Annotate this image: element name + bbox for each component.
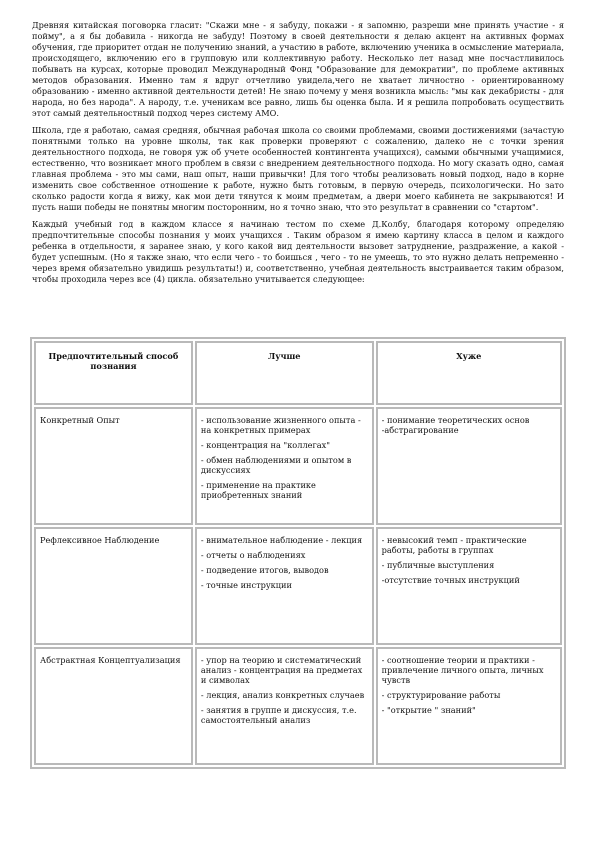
list-item: - лекция, анализ конкретных случаев bbox=[200, 690, 365, 700]
list-item: - публичные выступления bbox=[381, 560, 495, 570]
row-label: Абстрактная Концептуализация bbox=[34, 647, 193, 765]
list-item: - соотношение теории и практики - привлечение личного опыта, личных чувств bbox=[381, 655, 544, 685]
list-item: - понимание теоретических основ -абстрагирование bbox=[381, 415, 530, 435]
worse-cell bbox=[376, 407, 562, 525]
list-item: - отчеты о наблюдениях bbox=[200, 550, 306, 560]
header-better: Лучше bbox=[195, 341, 374, 405]
header-learning-style: Предпочтительный способ познания bbox=[34, 341, 193, 405]
learning-styles-table-wrapper bbox=[30, 337, 566, 769]
table-row bbox=[34, 647, 562, 765]
list-item: - упор на теорию и систематический анализ - концентрация на предметах и символах bbox=[200, 655, 363, 685]
paragraph-school: Школа, где я работаю, самая средняя, обычная рабочая школа со своими проблемами, своими достижениями (зачастую понятными только на уровне школы, так как проверки проверяют с сожалению, далеко не с точки зрения деятельностного подхода, не говоря уж об учете особенностей контингента учащихся), самыми обычными учащимися, естественно, что возникает много проблем в связи с внедрением деятельностного подхода. Но могу сказать одно, самая главная проблема - это мы сами, наш опыт, наши привычки! Для того чтобы реализовать новый подход, надо в корне изменить свое собственное отношение к работе, нужно быть готовым, в первую очередь, психологически. Но зато сколько радости когда я вижу, как мои дети тянутся к моим предметам, а двери моего кабинета не закрываются! И пусть наши победы не понятны многим посторонним, но я точно знаю, что это результат в сравнении со "стартом". bbox=[32, 125, 564, 212]
list-item: - использование жизненного опыта - на конкретных примерах bbox=[200, 415, 361, 435]
list-item: - применение на практике приобретенных знаний bbox=[200, 480, 316, 500]
paragraph-proverb: Древняя китайская поговорка гласит: "Скажи мне - я забуду, покажи - я запомню, разреши мне принять участие - я пойму", а я бы добавила - никогда не забуду! Поэтому в своей деятельности я делаю акцент на активных формах обучения, где приоритет отдан не получению знаний, а участию в работе, включению ученика в осмысление материала, происходящего, включению его в групповую или коллективную работу. Несколько лет назад мне посчастливилось побывать на курсах, которые проводил Международный Фонд "Образование для демократии", по проблеме активных методов образования. Именно там я вдруг отчетливо увидела,чего не хватает личностно - ориентированному образованию - именно активной деятельности детей! Не знаю почему у меня возникла мысль: "мы как декабристы - для народа, но без народа". А народу, т.е. ученикам все равно, лишь бы оценка была. И я решила попробовать осуществить этот самый деятельностный подход через систему АМО. bbox=[32, 20, 564, 118]
list-item: - концентрация на "коллегах" bbox=[200, 440, 331, 450]
list-item: - занятия в группе и дискуссия, т.е. самостоятельный анализ bbox=[200, 705, 357, 725]
learning-styles-table bbox=[30, 337, 566, 769]
list-item: - невысокий темп - практические работы, работы в группах bbox=[381, 535, 527, 555]
table-header-row bbox=[34, 341, 562, 405]
better-cell bbox=[195, 407, 374, 525]
list-item: - внимательное наблюдение - лекция bbox=[200, 535, 363, 545]
header-worse: Хуже bbox=[376, 341, 562, 405]
list-item: - структурирование работы bbox=[381, 690, 501, 700]
list-item: -отсутствие точных инструкций bbox=[381, 575, 520, 585]
paragraph-kolb-test: Каждый учебный год в каждом классе я начинаю тестом по схеме Д.Колбу, благодаря которому определяю предпочтительные способы познания у моих учащихся . Таким образом я имею картину класса в целом и каждого ребенка в отдельности, я заранее знаю, у кого какой вид деятельности вызовет затруднение, раздражение, а какой - будет успешным. (Но я также знаю, что если чего - то боишься , чего - то не умеешь, то это нужно делать непременно - через время обязательно увидишь результаты!) и, соответственно, учебная деятельность выстраивается таким образом, чтобы проходила через все (4) цикла. обязательно учитывается следующее: bbox=[32, 219, 564, 284]
table-row bbox=[34, 407, 562, 525]
worse-cell bbox=[376, 647, 562, 765]
table-row bbox=[34, 527, 562, 645]
list-item: - точные инструкции bbox=[200, 580, 292, 590]
list-item: - "открытие " знаний" bbox=[381, 705, 476, 715]
row-label: Конкретный Опыт bbox=[34, 407, 193, 525]
document-body bbox=[32, 20, 564, 291]
worse-cell bbox=[376, 527, 562, 645]
list-item: - подведение итогов, выводов bbox=[200, 565, 329, 575]
row-label: Рефлексивное Наблюдение bbox=[34, 527, 193, 645]
list-item: - обмен наблюдениями и опытом в дискуссиях bbox=[200, 455, 352, 475]
better-cell bbox=[195, 527, 374, 645]
better-cell bbox=[195, 647, 374, 765]
